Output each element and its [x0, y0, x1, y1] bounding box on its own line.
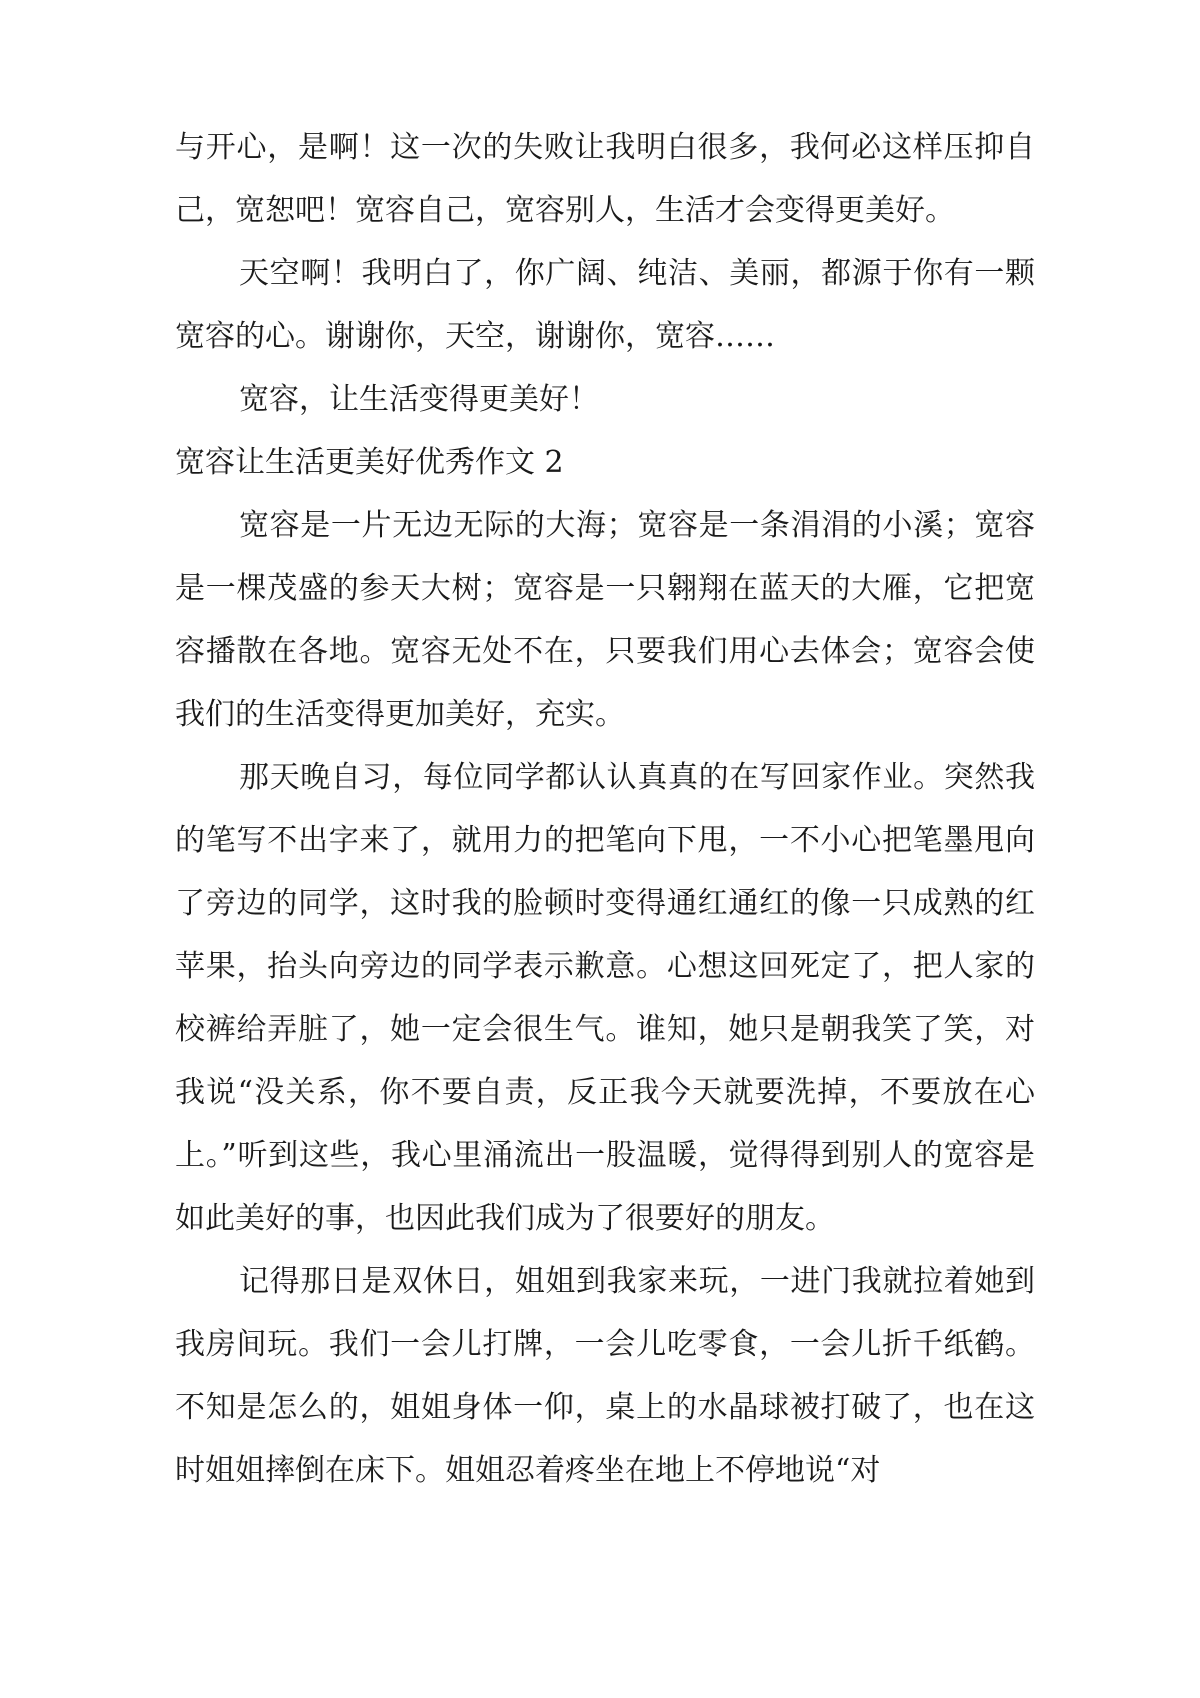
paragraph-weekend: 记得那日是双休日，姐姐到我家来玩，一进门我就拉着她到我房间玩。我们一会儿打牌，一会儿吃零食，一会儿折千纸鹤。不知是怎么的，姐姐身体一仰，桌上的水晶球被打破了，也在这时姐姐摔倒在床下。姐姐忍着疼坐在地上不停地说“对 — [175, 1264, 1035, 1488]
document-page — [175, 116, 1035, 1502]
paragraph-intro: 宽容是一片无边无际的大海；宽容是一条涓涓的小溪；宽容是一棵茂盛的参天大树；宽容是一只翱翔在蓝天的大雁，它把宽容播散在各地。宽容无处不在，只要我们用心去体会；宽容会使我们的生活变得更加美好，充实。 — [175, 508, 1035, 732]
paragraph-evening-study: 那天晚自习，每位同学都认认真真的在写回家作业。突然我的笔写不出字来了，就用力的把笔向下甩，一不小心把笔墨甩向了旁边的同学，这时我的脸顿时变得通红通红的像一只成熟的红苹果，抬头向旁边的同学表示歉意。心想这回死定了，把人家的校裤给弄脏了，她一定会很生气。谁知，她只是朝我笑了笑，对我说“没关系，你不要自责，反正我今天就要洗掉，不要放在心上。”听到这些，我心里涌流出一股温暖，觉得得到别人的宽容是如此美好的事，也因此我们成为了很要好的朋友。 — [175, 760, 1035, 1236]
essay-title: 宽容让生活更美好优秀作文 2 — [175, 445, 564, 480]
paragraph-sky: 天空啊！我明白了，你广阔、纯洁、美丽，都源于你有一颗宽容的心。谢谢你，天空，谢谢你，宽容…… — [175, 256, 1035, 354]
paragraph-conclusion: 宽容，让生活变得更美好！ — [239, 382, 599, 417]
paragraph-continuation: 与开心，是啊！这一次的失败让我明白很多，我何必这样压抑自己，宽恕吧！宽容自己，宽容别人，生活才会变得更美好。 — [175, 130, 1035, 228]
